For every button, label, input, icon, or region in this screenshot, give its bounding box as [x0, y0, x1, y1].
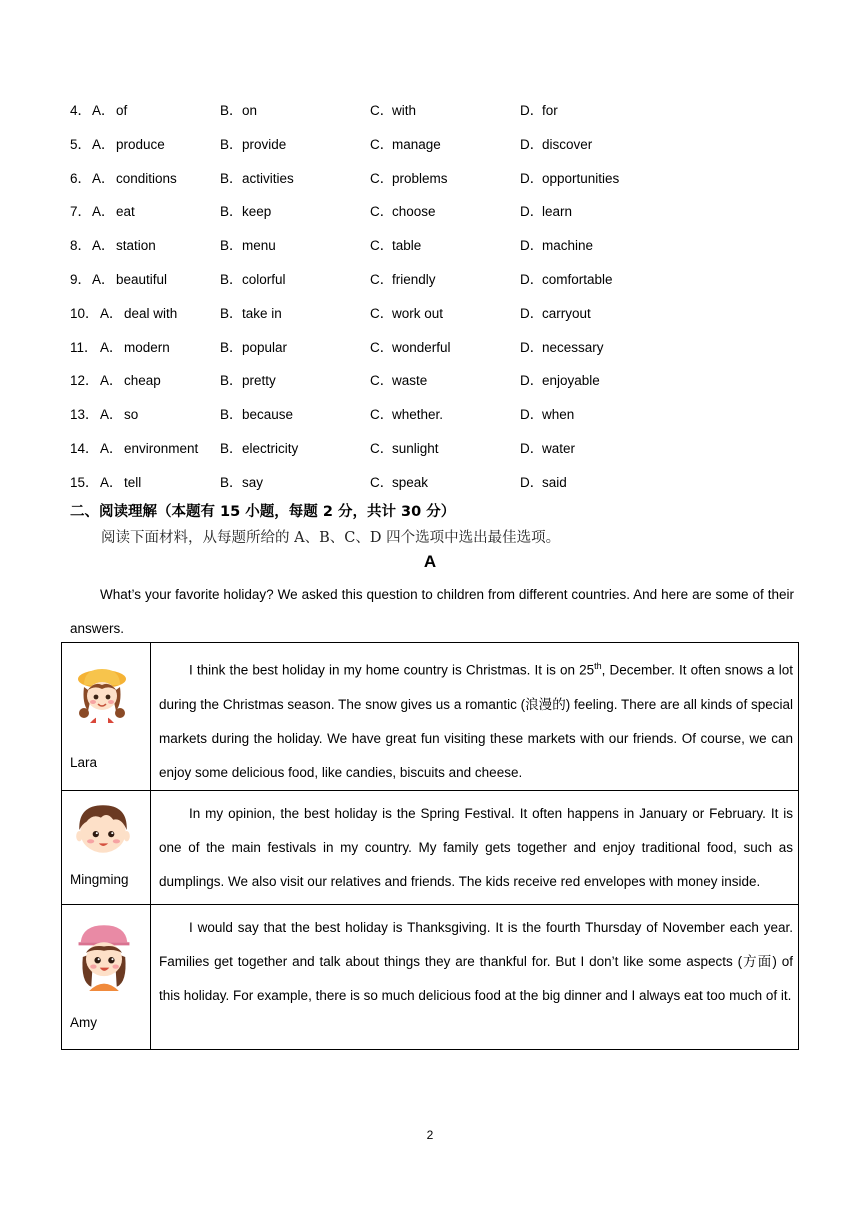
- option-letter: D．: [520, 170, 544, 186]
- question-number: 4．: [70, 103, 92, 118]
- option-a: [100, 473, 141, 493]
- option-letter: C．: [370, 339, 394, 355]
- option-text: machine: [542, 238, 594, 254]
- option-b: [220, 135, 286, 155]
- question-number: 15．: [70, 474, 99, 490]
- option-a: [92, 202, 135, 222]
- option-letter: D．: [520, 441, 544, 456]
- option-d: [520, 202, 572, 222]
- option-b: [220, 169, 294, 189]
- option-letter: B．: [220, 474, 243, 490]
- option-c: [370, 338, 451, 358]
- question-number: 14．: [70, 441, 99, 456]
- option-b: [220, 304, 282, 324]
- option-a: [92, 135, 165, 155]
- option-letter: C．: [370, 204, 394, 220]
- option-d: [520, 135, 592, 155]
- option-letter: D．: [520, 136, 544, 152]
- option-text: of: [116, 103, 128, 118]
- section-instruction: 阅读下面材料，从每题所给的 A、B、C、D 四个选项中选出最佳选项。: [101, 530, 561, 546]
- question-number: 9．: [70, 272, 92, 287]
- option-a: [92, 270, 167, 290]
- option-text: problems: [392, 170, 448, 186]
- option-text: sunlight: [392, 441, 439, 456]
- option-b: [220, 236, 276, 256]
- girl-avatar-icon: [70, 921, 138, 991]
- table-cell-answer: [151, 905, 798, 1049]
- option-text: waste: [392, 373, 428, 389]
- option-text: necessary: [542, 339, 604, 355]
- option-text: for: [542, 103, 558, 118]
- option-letter: B．: [220, 136, 243, 152]
- option-text: discover: [542, 136, 593, 152]
- option-letter: D．: [520, 474, 544, 490]
- option-text: friendly: [392, 272, 436, 287]
- option-text: speak: [392, 474, 429, 490]
- option-d: [520, 338, 604, 358]
- option-d: [520, 101, 558, 121]
- person-name: Lara: [70, 755, 98, 770]
- table-row-lara: [62, 643, 798, 791]
- option-d: [520, 439, 575, 459]
- option-c: [370, 135, 441, 155]
- option-c: [370, 371, 427, 391]
- question-number: 7．: [70, 204, 92, 220]
- option-letter: D．: [520, 373, 544, 389]
- option-letter: A．: [100, 339, 123, 355]
- option-text: electricity: [242, 441, 299, 456]
- option-text: colorful: [242, 272, 286, 287]
- option-text: take in: [242, 305, 282, 321]
- option-text: cheap: [124, 373, 161, 389]
- option-c: [370, 169, 448, 189]
- option-text: with: [392, 103, 417, 118]
- option-letter: D．: [520, 204, 544, 220]
- option-text: water: [542, 441, 576, 456]
- option-letter: C．: [370, 272, 394, 287]
- option-b: [220, 371, 276, 391]
- option-a: [100, 304, 177, 324]
- option-text: keep: [242, 204, 272, 220]
- option-c: [370, 304, 443, 324]
- option-c: [370, 236, 421, 256]
- option-a: [92, 236, 156, 256]
- option-b: [220, 101, 257, 121]
- option-letter: A．: [92, 238, 115, 254]
- passage-letter: A: [423, 552, 437, 571]
- option-letter: A．: [92, 204, 115, 220]
- option-b: [220, 473, 263, 493]
- option-text: tell: [124, 474, 142, 490]
- option-letter: D．: [520, 238, 544, 254]
- option-c: [370, 270, 436, 290]
- option-text: table: [392, 238, 422, 254]
- option-letter: C．: [370, 474, 394, 490]
- option-letter: A．: [100, 305, 123, 321]
- option-letter: C．: [370, 441, 394, 456]
- option-text: manage: [392, 136, 441, 152]
- option-text: when: [542, 407, 575, 423]
- option-d: [520, 473, 567, 493]
- option-letter: D．: [520, 103, 544, 118]
- option-text: enjoyable: [542, 373, 600, 389]
- question-number: 5．: [70, 136, 92, 152]
- option-text: choose: [392, 204, 436, 220]
- option-letter: B．: [220, 441, 243, 456]
- answer-text: In my opinion, the best holiday is the Spring Festival. It often happens in January or February. It is one of the main festivals in my country. My family gets together and enjoy traditional food, such as dumplings. We also visit our relatives and friends. The kids receive red envelopes with money inside.: [159, 806, 793, 889]
- option-text: say: [242, 474, 264, 490]
- option-text: learn: [542, 204, 573, 220]
- option-letter: A．: [100, 407, 123, 423]
- option-letter: A．: [100, 373, 123, 389]
- option-text: environment: [124, 441, 199, 456]
- option-letter: B．: [220, 305, 243, 321]
- option-text: popular: [242, 339, 288, 355]
- option-letter: D．: [520, 305, 544, 321]
- table-cell-person: [62, 791, 151, 904]
- option-letter: B．: [220, 238, 243, 254]
- question-number: 10．: [70, 305, 99, 321]
- option-letter: D．: [520, 272, 544, 287]
- question-number: 12．: [70, 373, 99, 389]
- option-d: [520, 304, 591, 324]
- boy-avatar-icon: [70, 797, 136, 863]
- option-text: beautiful: [116, 272, 168, 287]
- option-a: [100, 371, 161, 391]
- option-letter: C．: [370, 136, 394, 152]
- option-letter: A．: [100, 474, 123, 490]
- option-text: deal with: [124, 305, 178, 321]
- option-letter: A．: [92, 272, 115, 287]
- option-text: opportunities: [542, 170, 620, 186]
- option-letter: C．: [370, 170, 394, 186]
- option-letter: A．: [92, 103, 115, 118]
- option-letter: B．: [220, 170, 243, 186]
- option-letter: B．: [220, 204, 243, 220]
- option-letter: C．: [370, 305, 394, 321]
- question-number: 8．: [70, 238, 92, 254]
- option-d: [520, 371, 600, 391]
- option-a: [92, 169, 177, 189]
- option-text: produce: [116, 136, 165, 152]
- option-text: modern: [124, 339, 170, 355]
- option-text: activities: [242, 170, 294, 186]
- option-letter: D．: [520, 407, 544, 423]
- girl-avatar-icon: [70, 663, 134, 727]
- question-number: 13．: [70, 407, 99, 423]
- option-letter: C．: [370, 407, 394, 423]
- option-letter: C．: [370, 238, 394, 254]
- table-cell-person: [62, 905, 151, 1049]
- option-c: [370, 473, 428, 493]
- option-a: [100, 338, 170, 358]
- option-text: comfortable: [542, 272, 613, 287]
- question-number: 6．: [70, 170, 92, 186]
- option-letter: A．: [92, 170, 115, 186]
- option-text: conditions: [116, 170, 177, 186]
- option-c: [370, 101, 416, 121]
- option-text: menu: [242, 238, 276, 254]
- option-d: [520, 405, 574, 425]
- option-b: [220, 202, 271, 222]
- option-c: [370, 439, 439, 459]
- option-letter: B．: [220, 339, 243, 355]
- table-row-mingming: [62, 791, 798, 905]
- table-cell-person: [62, 643, 151, 790]
- passage-intro: What’s your favorite holiday? We asked this question to children from different countries. And here are some of their answers.: [70, 587, 794, 636]
- option-b: [220, 405, 293, 425]
- option-a: [92, 101, 127, 121]
- option-letter: C．: [370, 103, 394, 118]
- table-cell-answer: [151, 791, 798, 904]
- option-text: eat: [116, 204, 135, 220]
- person-name: Mingming: [70, 872, 129, 887]
- option-text: said: [542, 474, 567, 490]
- person-name: Amy: [70, 1015, 97, 1030]
- option-d: [520, 169, 619, 189]
- option-c: [370, 202, 436, 222]
- option-letter: C．: [370, 373, 394, 389]
- option-letter: B．: [220, 103, 243, 118]
- answer-text: I think the best holiday in my home country is Christmas. It is on 25th, December. It often snows a lot during the Christmas season. The snow gives us a romantic (浪漫的) feeling. There are all kinds of special markets during the holiday. We have great fun visiting these markets with our friends. Of course, we can enjoy some delicious food, like candies, biscuits and cheese.: [159, 661, 794, 780]
- option-letter: D．: [520, 339, 544, 355]
- table-cell-answer: [151, 643, 798, 790]
- option-b: [220, 439, 298, 459]
- option-text: because: [242, 407, 294, 423]
- option-a: [100, 405, 138, 425]
- option-letter: B．: [220, 373, 243, 389]
- answers-table: [61, 642, 799, 1050]
- option-a: [100, 439, 198, 459]
- section-heading: 二、阅读理解（本题有 15 小题，每题 2 分，共计 30 分）: [70, 504, 456, 520]
- option-b: [220, 338, 287, 358]
- option-letter: B．: [220, 272, 243, 287]
- option-letter: B．: [220, 407, 243, 423]
- option-text: so: [124, 407, 139, 423]
- option-text: wonderful: [392, 339, 451, 355]
- option-text: whether.: [392, 407, 444, 423]
- page-number: 2: [426, 1128, 434, 1142]
- option-c: [370, 405, 443, 425]
- option-d: [520, 236, 593, 256]
- option-text: pretty: [242, 373, 276, 389]
- option-b: [220, 270, 286, 290]
- option-text: work out: [392, 305, 444, 321]
- question-number: 11．: [70, 339, 98, 355]
- option-text: provide: [242, 136, 287, 152]
- option-letter: A．: [100, 441, 123, 456]
- answer-text: I would say that the best holiday is Thanksgiving. It is the fourth Thursday of November each year. Families get together and talk about things they are thankful for. But I don’t like some aspects (方面) of this holiday. For example, there is so much delicious food at the big dinner and I always eat too much of it.: [159, 920, 793, 1003]
- option-text: station: [116, 238, 156, 254]
- option-text: on: [242, 103, 258, 118]
- table-row-amy: [62, 905, 798, 1049]
- option-letter: A．: [92, 136, 115, 152]
- option-text: carryout: [542, 305, 591, 321]
- option-d: [520, 270, 613, 290]
